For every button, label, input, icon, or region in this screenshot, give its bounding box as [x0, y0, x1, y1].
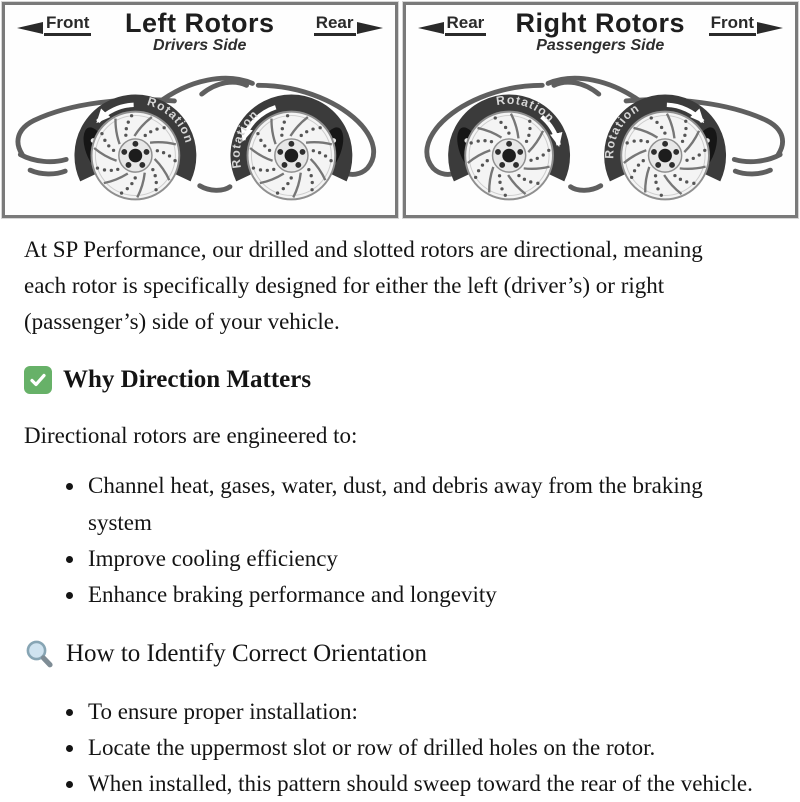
- list-item: • Improve cooling efficiency: [86, 541, 764, 577]
- direction-label-text: Rear: [314, 14, 356, 36]
- list-item: • To ensure proper installation:: [86, 694, 764, 730]
- car-side-view-right: [406, 59, 796, 215]
- left-panel-header: [5, 5, 395, 59]
- right-rotors-panel: [403, 2, 799, 218]
- rotor-diagram: [0, 0, 800, 218]
- arrow-right-icon: [357, 21, 383, 35]
- svg-text:Rotation: Rotation: [494, 92, 558, 126]
- direction-label-text: Front: [44, 14, 91, 36]
- list-item: • Enhance braking performance and longevity: [86, 577, 764, 613]
- panel-subtitle: Drivers Side: [153, 37, 247, 55]
- intro-paragraph: At SP Performance, our drilled and slotted rotors are directional, meaning each rotor is specifically designed for either the left (driver’s) or right (passenger’s) side of your vehicle.: [24, 237, 703, 335]
- section-lead: Directional rotors are engineered to:: [24, 423, 358, 449]
- svg-text:Rotation: Rotation: [145, 94, 197, 146]
- list-item: • Channel heat, gases, water, dust, and debris away from the braking system: [86, 468, 764, 540]
- orientation-steps-list: [24, 694, 764, 802]
- panel-title: Right Rotors: [515, 8, 685, 38]
- front-direction-label: [709, 14, 783, 36]
- rear-direction-label: [314, 14, 383, 36]
- section-heading-text: How to Identify Correct Orientation: [66, 640, 428, 668]
- svg-text:Rotation: Rotation: [228, 106, 262, 170]
- panel-title: Left Rotors: [125, 8, 275, 38]
- right-panel-header: [406, 5, 796, 59]
- direction-label-text: Front: [709, 14, 756, 36]
- benefits-list: [24, 468, 764, 612]
- section-heading-text: Why Direction Matters: [63, 366, 312, 394]
- car-side-view-left: [5, 59, 395, 215]
- article-body: [0, 218, 800, 802]
- section-heading-why-direction-matters: [24, 366, 776, 394]
- list-item: • When installed, this pattern should sweep toward the rear of the vehicle.: [86, 766, 764, 802]
- check-icon: [24, 366, 52, 394]
- magnifier-icon: [24, 639, 55, 670]
- direction-label-text: Rear: [445, 14, 487, 36]
- list-item: • Locate the uppermost slot or row of drilled holes on the rotor.: [86, 730, 764, 766]
- svg-text:Rotation: Rotation: [601, 100, 642, 159]
- left-rotors-panel: [2, 2, 398, 218]
- section-heading-how-to-identify: [24, 639, 776, 670]
- arrow-right-icon: [757, 21, 783, 35]
- panel-subtitle: Passengers Side: [536, 37, 665, 55]
